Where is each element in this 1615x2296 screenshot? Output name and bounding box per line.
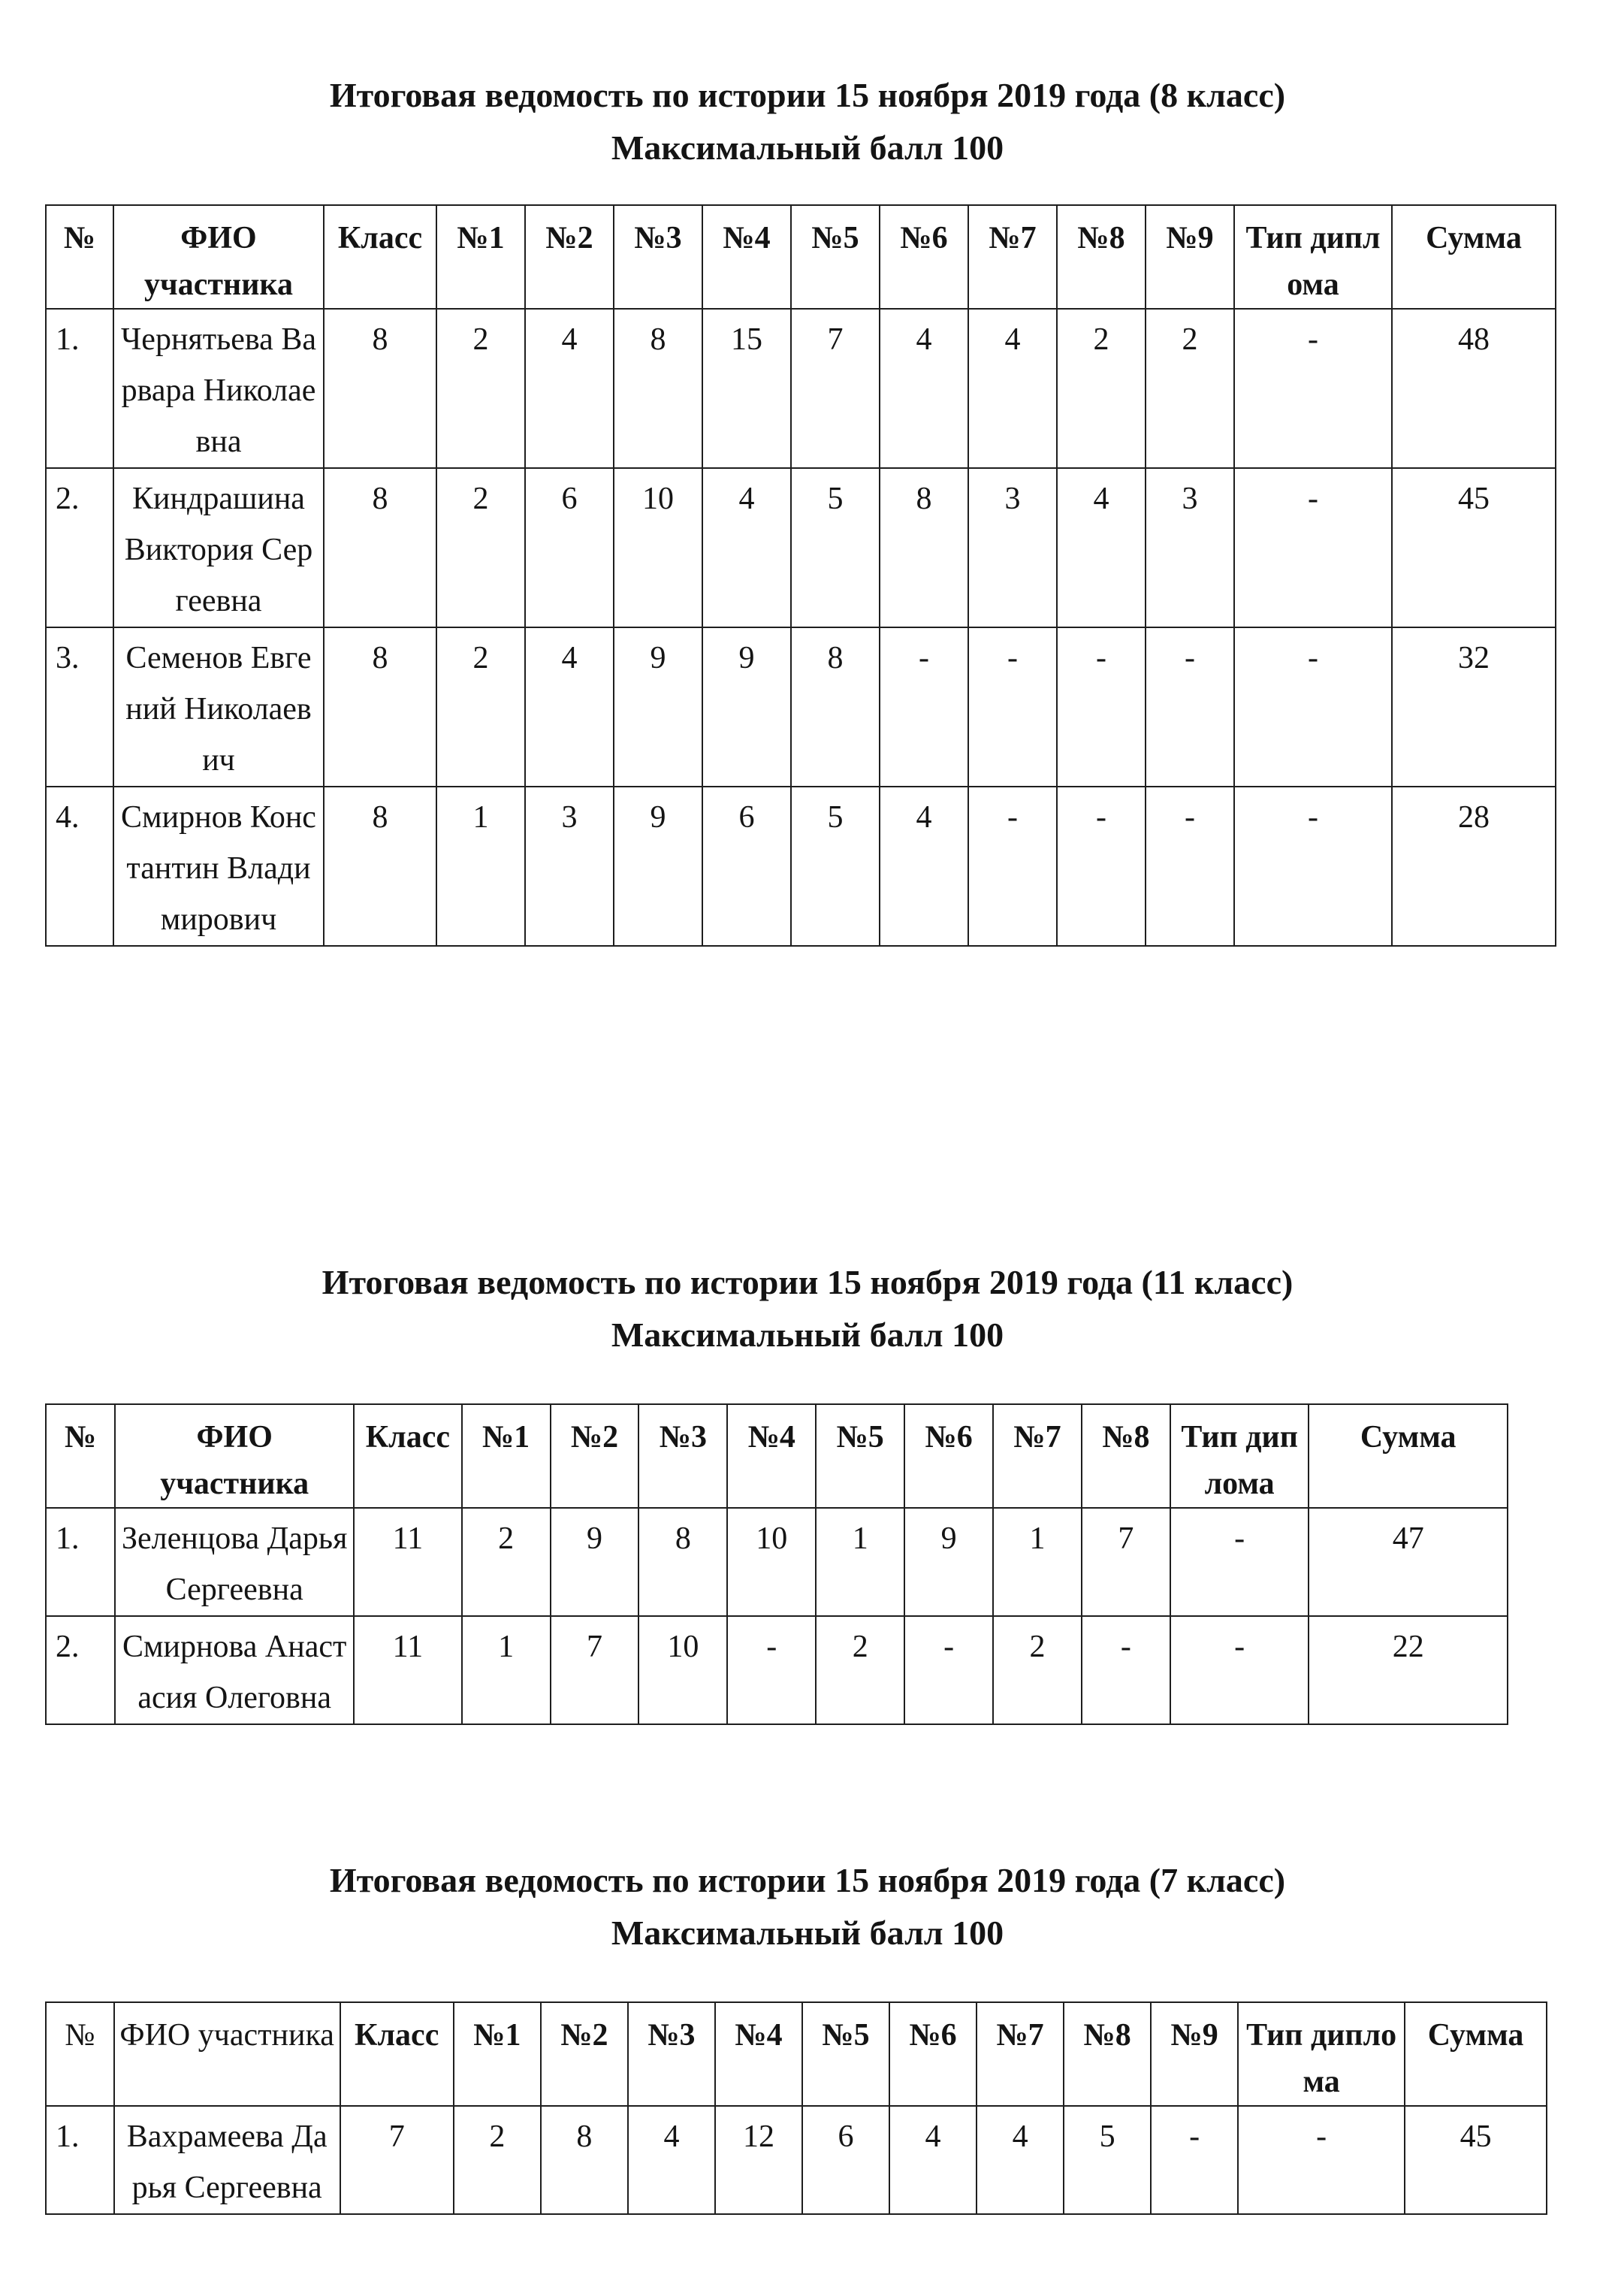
header-number: № <box>46 1404 115 1508</box>
header-task: №6 <box>889 2002 977 2106</box>
cell-task-score: - <box>968 787 1057 946</box>
table-row <box>46 309 1556 468</box>
header-task: №7 <box>977 2002 1064 2106</box>
cell-diploma-type: - <box>1170 1508 1309 1616</box>
cell-task-score: 9 <box>702 627 791 787</box>
cell-sum: 28 <box>1392 787 1556 946</box>
cell-fio: Вахрамеева Дарья Сергеевна <box>114 2106 340 2214</box>
cell-task-score: 4 <box>880 787 968 946</box>
cell-task-score: 12 <box>715 2106 802 2214</box>
cell-task-score: 4 <box>628 2106 715 2214</box>
cell-task-score: 2 <box>816 1616 904 1724</box>
cell-task-score: 5 <box>791 468 880 627</box>
cell-task-score: - <box>1151 2106 1238 2214</box>
cell-number: 1. <box>46 309 113 468</box>
cell-task-score: 4 <box>968 309 1057 468</box>
cell-task-score: - <box>727 1616 816 1724</box>
header-diploma-type: Тип диплома <box>1170 1404 1309 1508</box>
cell-task-score: 4 <box>1057 468 1146 627</box>
header-task: №7 <box>968 205 1057 309</box>
cell-task-score: 2 <box>462 1508 551 1616</box>
cell-task-score: 3 <box>968 468 1057 627</box>
header-task: №6 <box>904 1404 993 1508</box>
section-title-8: Итоговая ведомость по истории 15 ноября 2019 года (8 класс) <box>329 76 1286 114</box>
cell-sum: 32 <box>1392 627 1556 787</box>
cell-fio: Зеленцова Дарья Сергеевна <box>115 1508 354 1616</box>
cell-task-score: 9 <box>904 1508 993 1616</box>
cell-task-score: - <box>904 1616 993 1724</box>
header-task: №1 <box>436 205 525 309</box>
cell-diploma-type: - <box>1238 2106 1405 2214</box>
cell-task-score: 1 <box>993 1508 1082 1616</box>
header-task: №4 <box>715 2002 802 2106</box>
header-fio: ФИО участника <box>114 2002 340 2106</box>
header-task: №2 <box>541 2002 628 2106</box>
header-task: №8 <box>1064 2002 1151 2106</box>
cell-sum: 22 <box>1309 1616 1508 1724</box>
cell-task-score: 8 <box>638 1508 727 1616</box>
table-row <box>46 1508 1508 1616</box>
cell-diploma-type: - <box>1234 468 1392 627</box>
cell-task-score: 7 <box>1082 1508 1170 1616</box>
cell-task-score: 7 <box>551 1616 639 1724</box>
cell-class: 8 <box>324 468 436 627</box>
cell-task-score: 4 <box>702 468 791 627</box>
header-task: №7 <box>993 1404 1082 1508</box>
header-task: №4 <box>702 205 791 309</box>
cell-class: 11 <box>354 1616 462 1724</box>
cell-diploma-type: - <box>1234 309 1392 468</box>
cell-task-score: - <box>880 627 968 787</box>
table-row <box>46 2106 1547 2214</box>
header-task: №5 <box>816 1404 904 1508</box>
header-diploma-type: Тип диплома <box>1238 2002 1405 2106</box>
header-task: №2 <box>525 205 614 309</box>
header-task: №3 <box>628 2002 715 2106</box>
table-row <box>46 468 1556 627</box>
cell-sum: 47 <box>1309 1508 1508 1616</box>
header-fio: ФИО участника <box>115 1404 354 1508</box>
cell-diploma-type: - <box>1170 1616 1309 1724</box>
header-class: Класс <box>340 2002 454 2106</box>
cell-task-score: - <box>1082 1616 1170 1724</box>
cell-task-score: 8 <box>614 309 702 468</box>
cell-task-score: 10 <box>727 1508 816 1616</box>
table-row <box>46 627 1556 787</box>
header-number: № <box>46 2002 114 2106</box>
cell-task-score: 2 <box>454 2106 541 2214</box>
cell-task-score: 1 <box>436 787 525 946</box>
cell-task-score: 9 <box>614 627 702 787</box>
cell-class: 7 <box>340 2106 454 2214</box>
cell-task-score: 2 <box>436 468 525 627</box>
header-task: №6 <box>880 205 968 309</box>
header-number: № <box>46 205 113 309</box>
cell-task-score: 8 <box>541 2106 628 2214</box>
header-task: №3 <box>614 205 702 309</box>
results-table-7 <box>45 2001 1547 2215</box>
cell-task-score: 6 <box>702 787 791 946</box>
table-header-row <box>46 1404 1508 1508</box>
header-sum: Сумма <box>1309 1404 1508 1508</box>
cell-fio: Киндрашина Виктория Сергеевна <box>113 468 324 627</box>
cell-sum: 45 <box>1392 468 1556 627</box>
cell-task-score: 4 <box>880 309 968 468</box>
section-subtitle-7: Максимальный балл 100 <box>611 1914 1004 1952</box>
header-task: №8 <box>1057 205 1146 309</box>
header-task: №3 <box>638 1404 727 1508</box>
cell-sum: 48 <box>1392 309 1556 468</box>
cell-number: 2. <box>46 468 113 627</box>
cell-task-score: 4 <box>889 2106 977 2214</box>
section-subtitle-11: Максимальный балл 100 <box>611 1316 1004 1354</box>
cell-fio: Смирнова Анастасия Олеговна <box>115 1616 354 1724</box>
cell-class: 8 <box>324 787 436 946</box>
header-task: №8 <box>1082 1404 1170 1508</box>
results-table-11 <box>45 1403 1508 1725</box>
cell-task-score: 2 <box>1057 309 1146 468</box>
cell-task-score: 5 <box>791 787 880 946</box>
cell-fio: Семенов Евгений Николаевич <box>113 627 324 787</box>
cell-task-score: 10 <box>638 1616 727 1724</box>
cell-task-score: 6 <box>802 2106 889 2214</box>
table-header-row <box>46 2002 1547 2106</box>
cell-task-score: 4 <box>525 627 614 787</box>
cell-task-score: - <box>968 627 1057 787</box>
header-sum: Сумма <box>1405 2002 1547 2106</box>
cell-task-score: - <box>1057 787 1146 946</box>
cell-task-score: 2 <box>993 1616 1082 1724</box>
cell-fio: Смирнов Константин Владимирович <box>113 787 324 946</box>
cell-task-score: 7 <box>791 309 880 468</box>
cell-task-score: 6 <box>525 468 614 627</box>
cell-task-score: 1 <box>816 1508 904 1616</box>
header-fio: ФИО участника <box>113 205 324 309</box>
header-task: №9 <box>1146 205 1234 309</box>
section-title-7: Итоговая ведомость по истории 15 ноября 2019 года (7 класс) <box>329 1861 1286 1899</box>
header-sum: Сумма <box>1392 205 1556 309</box>
header-task: №5 <box>791 205 880 309</box>
table-header-row <box>46 205 1556 309</box>
results-table-8 <box>45 204 1556 947</box>
cell-task-score: 9 <box>614 787 702 946</box>
header-diploma-type: Тип диплома <box>1234 205 1392 309</box>
cell-task-score: 4 <box>525 309 614 468</box>
cell-task-score: 2 <box>436 627 525 787</box>
header-task: №5 <box>802 2002 889 2106</box>
table-row <box>46 1616 1508 1724</box>
cell-task-score: - <box>1146 787 1234 946</box>
cell-diploma-type: - <box>1234 787 1392 946</box>
cell-task-score: - <box>1146 627 1234 787</box>
cell-task-score: 3 <box>525 787 614 946</box>
cell-task-score: 2 <box>436 309 525 468</box>
cell-fio: Чернятьева Варвара Николаевна <box>113 309 324 468</box>
cell-task-score: 3 <box>1146 468 1234 627</box>
header-task: №1 <box>462 1404 551 1508</box>
cell-class: 8 <box>324 309 436 468</box>
header-task: №1 <box>454 2002 541 2106</box>
cell-sum: 45 <box>1405 2106 1547 2214</box>
cell-task-score: 5 <box>1064 2106 1151 2214</box>
cell-class: 11 <box>354 1508 462 1616</box>
cell-task-score: 8 <box>791 627 880 787</box>
header-task: №4 <box>727 1404 816 1508</box>
section-title-11: Итоговая ведомость по истории 15 ноября 2019 года (11 класс) <box>321 1263 1294 1301</box>
table-row <box>46 787 1556 946</box>
header-class: Класс <box>354 1404 462 1508</box>
header-class: Класс <box>324 205 436 309</box>
cell-diploma-type: - <box>1234 627 1392 787</box>
cell-number: 2. <box>46 1616 115 1724</box>
cell-task-score: 15 <box>702 309 791 468</box>
cell-task-score: 2 <box>1146 309 1234 468</box>
cell-task-score: 9 <box>551 1508 639 1616</box>
header-task: №2 <box>551 1404 639 1508</box>
cell-number: 1. <box>46 2106 114 2214</box>
cell-class: 8 <box>324 627 436 787</box>
cell-number: 3. <box>46 627 113 787</box>
section-subtitle-8: Максимальный балл 100 <box>611 128 1004 167</box>
cell-task-score: - <box>1057 627 1146 787</box>
cell-number: 4. <box>46 787 113 946</box>
cell-task-score: 1 <box>462 1616 551 1724</box>
header-task: №9 <box>1151 2002 1238 2106</box>
cell-task-score: 8 <box>880 468 968 627</box>
cell-task-score: 4 <box>977 2106 1064 2214</box>
cell-task-score: 10 <box>614 468 702 627</box>
cell-number: 1. <box>46 1508 115 1616</box>
